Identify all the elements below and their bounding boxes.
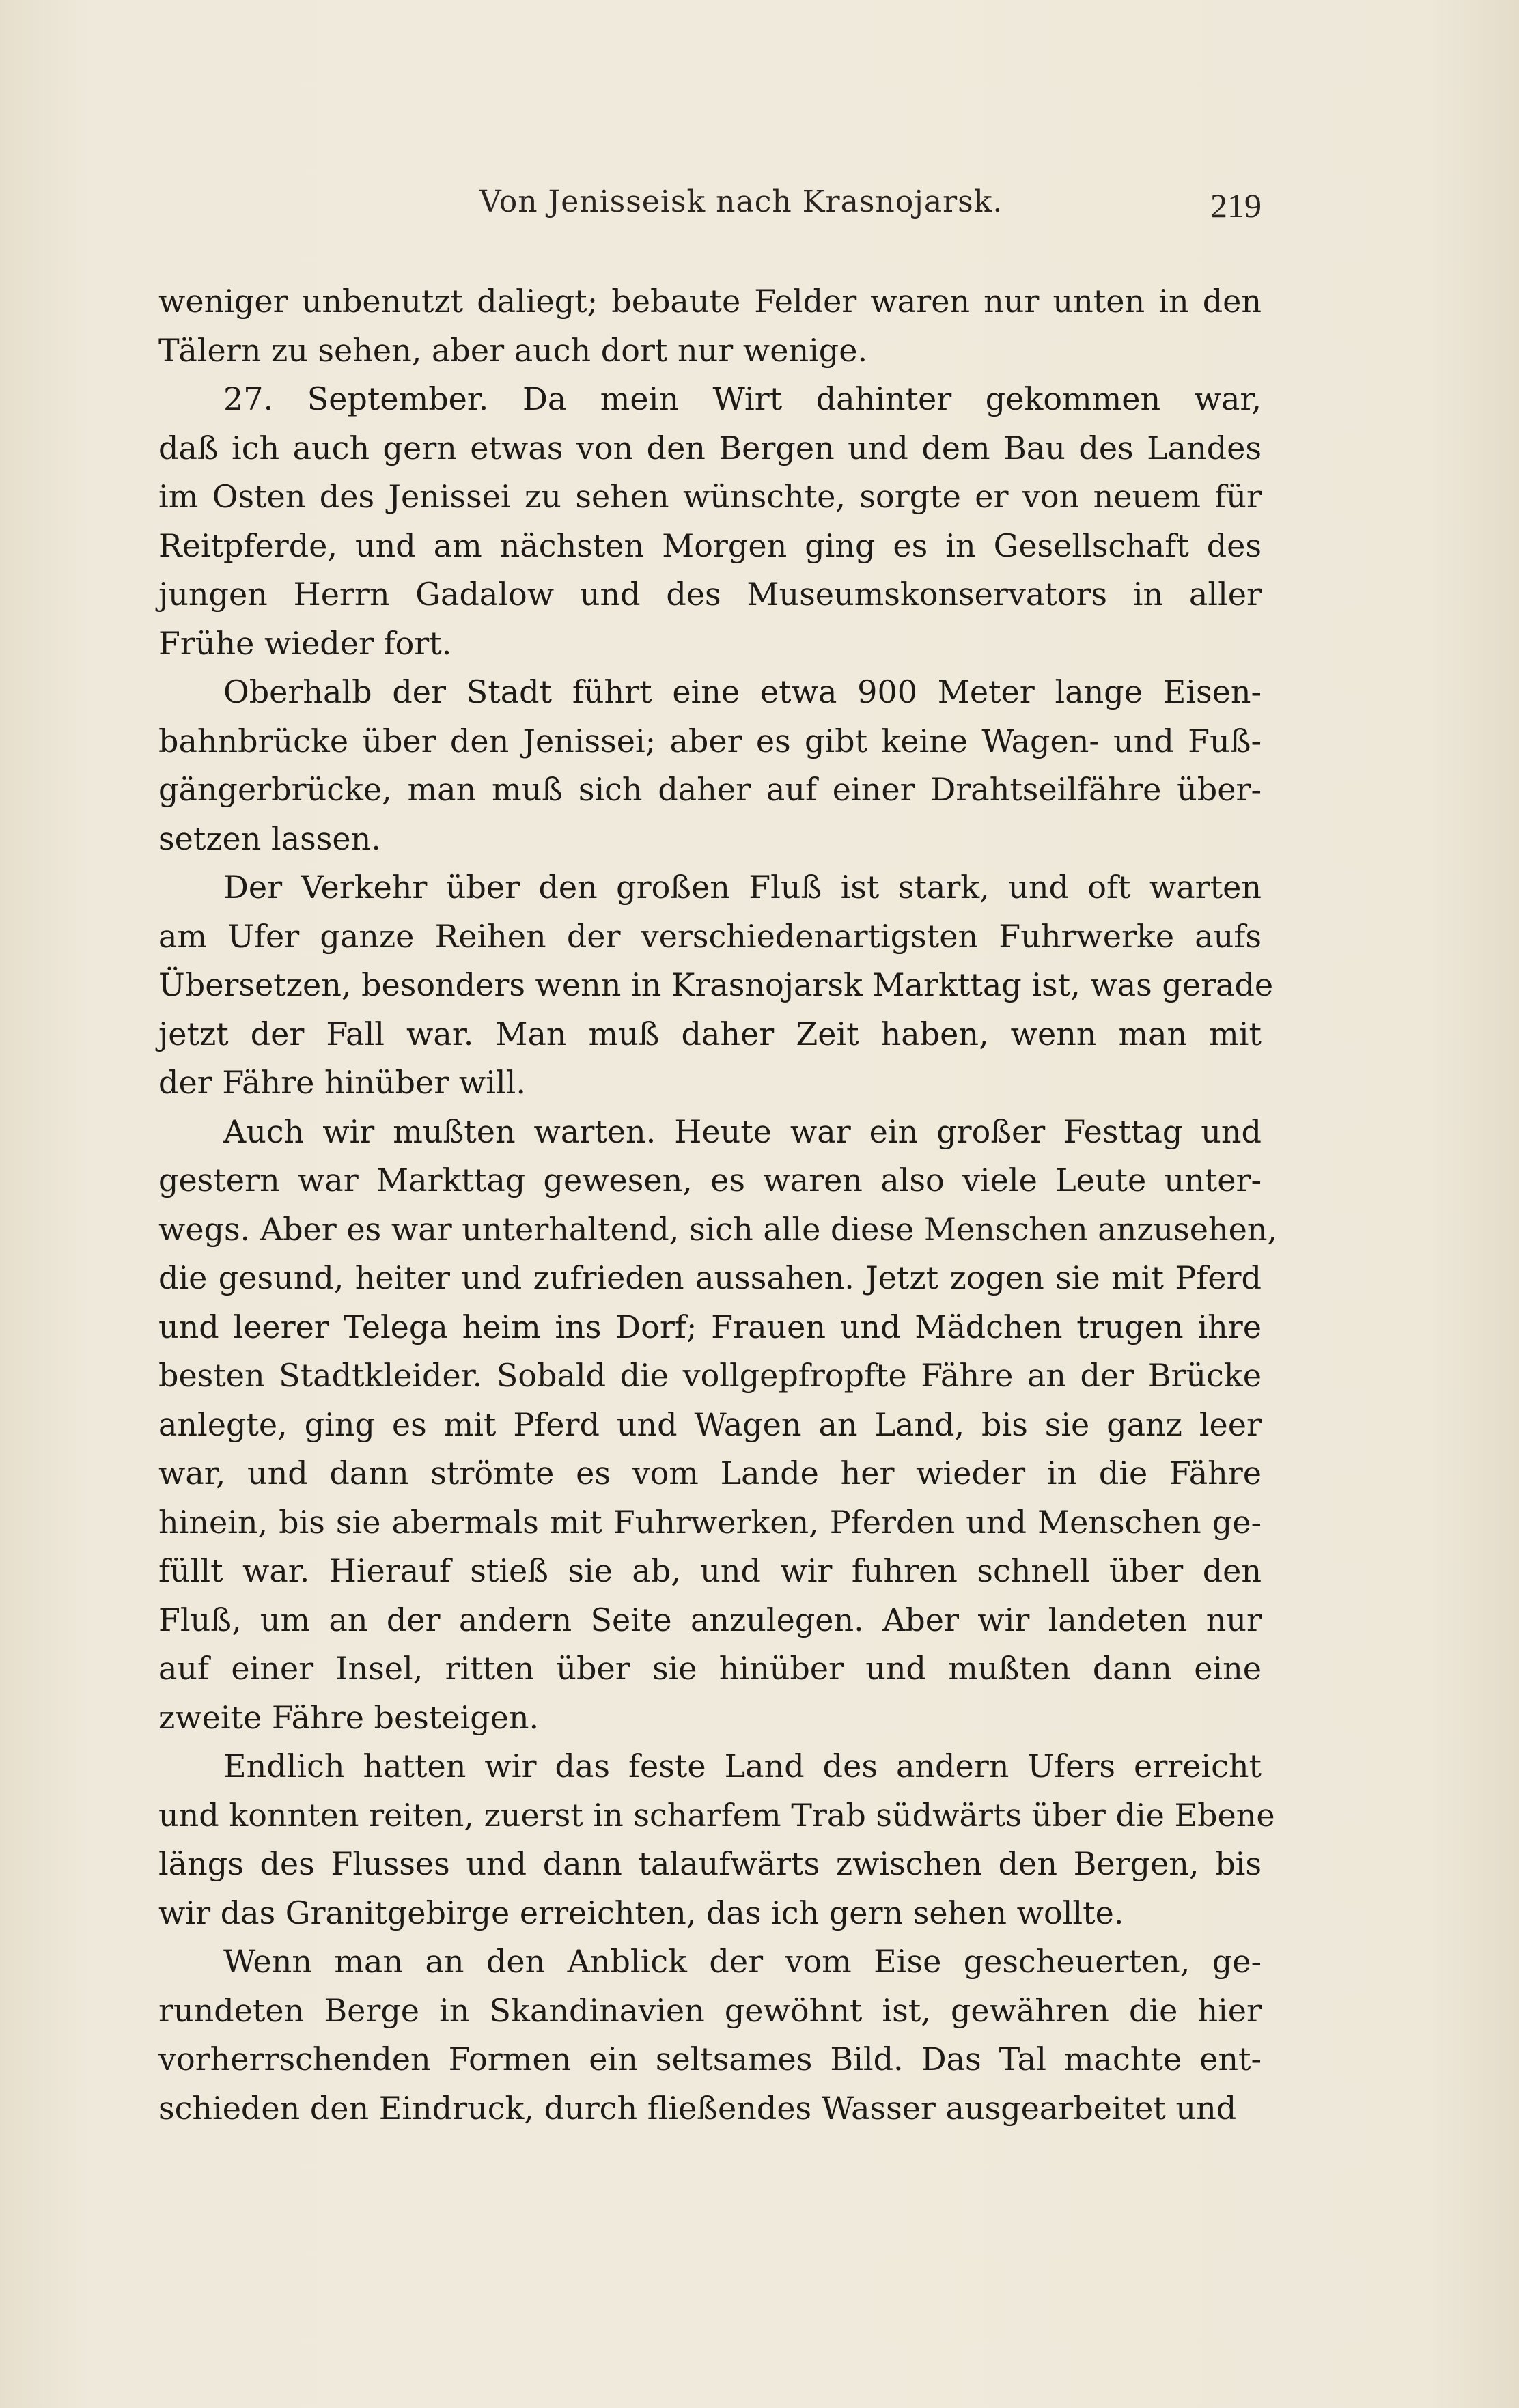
text-line: anlegte, ging es mit Pferd und Wagen an Land, bis sie ganz leer bbox=[158, 1405, 1262, 1443]
text-line: Reitpferde, und am nächsten Morgen ging es in Gesellschaft des bbox=[158, 527, 1262, 564]
text-line: Wenn man an den Anblick der vom Eise gescheuerten, ge- bbox=[223, 1943, 1262, 1980]
text-line: und konnten reiten, zuerst in scharfem Trab südwärts über die Ebene bbox=[158, 1796, 1275, 1834]
paragraph bbox=[158, 863, 1274, 1108]
paragraph bbox=[158, 1108, 1278, 1743]
text-line: rundeten Berge in Skandinavien gewöhnt ist, gewähren die hier bbox=[158, 1991, 1262, 2029]
text-line: am Ufer ganze Reihen der verschiedenartigsten Fuhrwerke aufs bbox=[158, 917, 1262, 955]
text-line: besten Stadtkleider. Sobald die vollgepfropfte Fähre an der Brücke bbox=[158, 1357, 1262, 1394]
text-line: bahnbrücke über den Jenissei; aber es gibt keine Wagen- und Fuß- bbox=[158, 722, 1262, 759]
text-line: Endlich hatten wir das feste Land des andern Ufers erreicht bbox=[223, 1748, 1262, 1784]
text-line: wir das Granitgebirge erreichten, das ich gern sehen wollte. bbox=[158, 1894, 1124, 1931]
text-line: schieden den Eindruck, durch fließendes Wasser ausgearbeitet und bbox=[158, 2089, 1237, 2127]
text-line: längs des Flusses und dann talaufwärts zwischen den Bergen, bis bbox=[158, 1845, 1262, 1882]
paragraph bbox=[158, 1742, 1275, 1937]
text-line: Der Verkehr über den großen Fluß ist stark, und oft warten bbox=[223, 869, 1262, 906]
text-line: zweite Fähre besteigen. bbox=[158, 1698, 540, 1736]
text-line: füllt war. Hierauf stieß sie ab, und wir fuhren schnell über den bbox=[158, 1552, 1262, 1589]
text-line: und leerer Telega heim ins Dorf; Frauen und Mädchen trugen ihre bbox=[158, 1308, 1262, 1345]
body-text bbox=[158, 277, 1278, 2133]
text-line: daß ich auch gern etwas von den Bergen und dem Bau des Landes bbox=[158, 429, 1262, 466]
text-line: wegs. Aber es war unterhaltend, sich alle diese Menschen anzusehen, bbox=[158, 1210, 1278, 1248]
text-line: gestern war Markttag gewesen, es waren also viele Leute unter- bbox=[158, 1162, 1262, 1199]
text-line: Oberhalb der Stadt führt eine etwa 900 Meter lange Eisen- bbox=[223, 673, 1262, 710]
text-line: Frühe wieder fort. bbox=[158, 624, 452, 662]
text-line: der Fähre hinüber will. bbox=[158, 1064, 526, 1101]
page-header bbox=[158, 184, 1262, 246]
text-line: war, und dann strömte es vom Lande her wieder in die Fähre bbox=[158, 1455, 1262, 1492]
paragraph bbox=[158, 668, 1262, 863]
paragraph bbox=[158, 375, 1262, 668]
text-line: jetzt der Fall war. Man muß daher Zeit haben, wenn man mit bbox=[158, 1015, 1262, 1052]
text-line: setzen lassen. bbox=[158, 820, 381, 857]
text-line: Tälern zu sehen, aber auch dort nur wenige. bbox=[158, 331, 868, 369]
text-line: hinein, bis sie abermals mit Fuhrwerken, Pferden und Menschen ge- bbox=[158, 1503, 1262, 1541]
text-line: Übersetzen, besonders wenn in Krasnojarsk Markttag ist, was gerade bbox=[158, 966, 1274, 1003]
text-line: die gesund, heiter und zufrieden aussahen. Jetzt zogen sie mit Pferd bbox=[158, 1259, 1262, 1296]
text-line: weniger unbenutzt daliegt; bebaute Felder waren nur unten in den bbox=[158, 283, 1262, 320]
text-line: Auch wir mußten warten. Heute war ein großer Festtag und bbox=[223, 1112, 1262, 1150]
text-line: vorherrschenden Formen ein seltsames Bild. Das Tal machte ent- bbox=[158, 2041, 1262, 2077]
text-line: im Osten des Jenissei zu sehen wünschte, sorgte er von neuem für bbox=[158, 478, 1262, 515]
page-number: 219 bbox=[1210, 186, 1262, 225]
text-line: gängerbrücke, man muß sich daher auf einer Drahtseilfähre über- bbox=[158, 771, 1262, 808]
running-head: Von Jenisseisk nach Krasnojarsk. bbox=[479, 184, 1003, 219]
text-line: 27. September. Da mein Wirt dahinter gekommen war, bbox=[223, 380, 1262, 417]
text-line: jungen Herrn Gadalow und des Museumskonservators in aller bbox=[158, 576, 1262, 613]
text-line: Fluß, um an der andern Seite anzulegen. Aber wir landeten nur bbox=[158, 1601, 1262, 1638]
text-line: auf einer Insel, ritten über sie hinüber und mußten dann eine bbox=[158, 1650, 1262, 1687]
paragraph bbox=[158, 277, 1262, 375]
paragraph bbox=[158, 1937, 1262, 2133]
